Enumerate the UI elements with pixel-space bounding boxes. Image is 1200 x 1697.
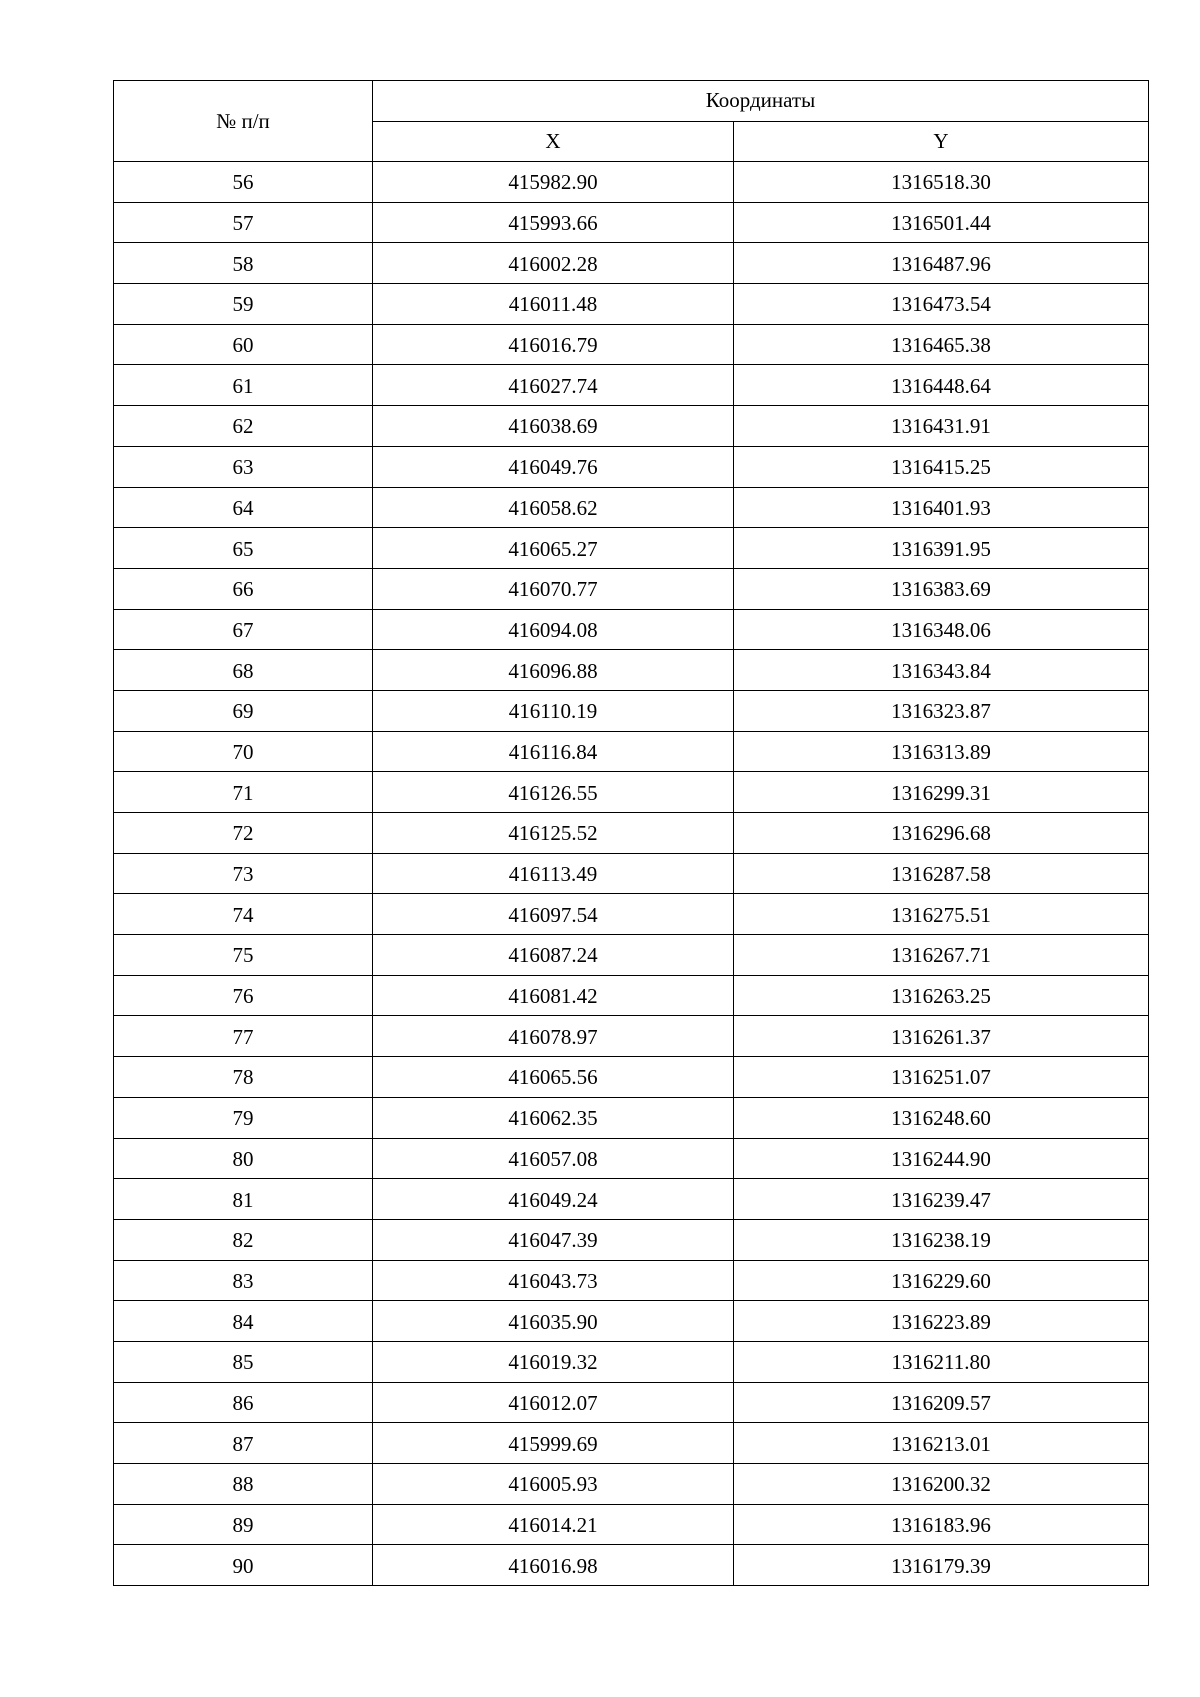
y-coordinate-cell: 1316239.47 — [734, 1179, 1149, 1220]
x-coordinate-cell: 416110.19 — [373, 690, 734, 731]
y-coordinate-cell: 1316518.30 — [734, 162, 1149, 203]
x-coordinate-cell: 416062.35 — [373, 1097, 734, 1138]
point-number-cell: 58 — [114, 243, 373, 284]
y-coordinate-cell: 1316383.69 — [734, 568, 1149, 609]
y-coordinate-cell: 1316267.71 — [734, 935, 1149, 976]
y-coordinate-cell: 1316248.60 — [734, 1097, 1149, 1138]
y-coordinate-cell: 1316211.80 — [734, 1341, 1149, 1382]
x-coordinate-cell: 416014.21 — [373, 1504, 734, 1545]
x-coordinate-cell: 415993.66 — [373, 202, 734, 243]
point-number-cell: 84 — [114, 1301, 373, 1342]
table-row — [114, 609, 1149, 650]
point-number-cell: 75 — [114, 935, 373, 976]
point-number-cell: 90 — [114, 1545, 373, 1586]
table-row — [114, 1260, 1149, 1301]
point-number-cell: 63 — [114, 446, 373, 487]
x-coordinate-cell: 416057.08 — [373, 1138, 734, 1179]
table-row — [114, 162, 1149, 203]
point-number-cell: 83 — [114, 1260, 373, 1301]
x-coordinate-cell: 416027.74 — [373, 365, 734, 406]
x-coordinate-cell: 416011.48 — [373, 284, 734, 325]
point-number-cell: 69 — [114, 690, 373, 731]
point-number-cell: 60 — [114, 324, 373, 365]
x-coordinate-cell: 416065.27 — [373, 528, 734, 569]
table-row — [114, 1219, 1149, 1260]
point-number-cell: 72 — [114, 813, 373, 854]
table-row — [114, 528, 1149, 569]
y-coordinate-cell: 1316323.87 — [734, 690, 1149, 731]
point-number-cell: 70 — [114, 731, 373, 772]
x-coordinate-cell: 416047.39 — [373, 1219, 734, 1260]
table-row — [114, 813, 1149, 854]
y-coordinate-cell: 1316415.25 — [734, 446, 1149, 487]
table-row — [114, 1382, 1149, 1423]
header-x: X — [373, 121, 734, 162]
table-row — [114, 365, 1149, 406]
table-row — [114, 894, 1149, 935]
point-number-cell: 71 — [114, 772, 373, 813]
x-coordinate-cell: 416081.42 — [373, 975, 734, 1016]
point-number-cell: 64 — [114, 487, 373, 528]
point-number-cell: 79 — [114, 1097, 373, 1138]
y-coordinate-cell: 1316209.57 — [734, 1382, 1149, 1423]
x-coordinate-cell: 416065.56 — [373, 1057, 734, 1098]
x-coordinate-cell: 416087.24 — [373, 935, 734, 976]
table-row — [114, 1301, 1149, 1342]
y-coordinate-cell: 1316223.89 — [734, 1301, 1149, 1342]
table-row — [114, 243, 1149, 284]
table-row — [114, 1057, 1149, 1098]
y-coordinate-cell: 1316287.58 — [734, 853, 1149, 894]
table-row — [114, 1179, 1149, 1220]
y-coordinate-cell: 1316244.90 — [734, 1138, 1149, 1179]
header-coordinates: Координаты — [373, 81, 1149, 122]
x-coordinate-cell: 416126.55 — [373, 772, 734, 813]
table-row — [114, 1423, 1149, 1464]
table-row — [114, 975, 1149, 1016]
y-coordinate-cell: 1316296.68 — [734, 813, 1149, 854]
y-coordinate-cell: 1316391.95 — [734, 528, 1149, 569]
y-coordinate-cell: 1316473.54 — [734, 284, 1149, 325]
table-row — [114, 1464, 1149, 1505]
y-coordinate-cell: 1316401.93 — [734, 487, 1149, 528]
table-row — [114, 853, 1149, 894]
table-row — [114, 1504, 1149, 1545]
point-number-cell: 74 — [114, 894, 373, 935]
table-row — [114, 935, 1149, 976]
x-coordinate-cell: 416016.79 — [373, 324, 734, 365]
table-row — [114, 1016, 1149, 1057]
y-coordinate-cell: 1316261.37 — [734, 1016, 1149, 1057]
x-coordinate-cell: 416005.93 — [373, 1464, 734, 1505]
y-coordinate-cell: 1316487.96 — [734, 243, 1149, 284]
x-coordinate-cell: 416035.90 — [373, 1301, 734, 1342]
y-coordinate-cell: 1316313.89 — [734, 731, 1149, 772]
y-coordinate-cell: 1316238.19 — [734, 1219, 1149, 1260]
table-row — [114, 650, 1149, 691]
point-number-cell: 56 — [114, 162, 373, 203]
point-number-cell: 78 — [114, 1057, 373, 1098]
table-row — [114, 690, 1149, 731]
table-body — [114, 162, 1149, 1586]
y-coordinate-cell: 1316465.38 — [734, 324, 1149, 365]
x-coordinate-cell: 416094.08 — [373, 609, 734, 650]
y-coordinate-cell: 1316251.07 — [734, 1057, 1149, 1098]
y-coordinate-cell: 1316448.64 — [734, 365, 1149, 406]
table-row — [114, 446, 1149, 487]
y-coordinate-cell: 1316263.25 — [734, 975, 1149, 1016]
table-header — [114, 81, 1149, 162]
x-coordinate-cell: 416019.32 — [373, 1341, 734, 1382]
y-coordinate-cell: 1316501.44 — [734, 202, 1149, 243]
y-coordinate-cell: 1316183.96 — [734, 1504, 1149, 1545]
table-row — [114, 1097, 1149, 1138]
y-coordinate-cell: 1316179.39 — [734, 1545, 1149, 1586]
point-number-cell: 87 — [114, 1423, 373, 1464]
point-number-cell: 65 — [114, 528, 373, 569]
x-coordinate-cell: 416097.54 — [373, 894, 734, 935]
y-coordinate-cell: 1316431.91 — [734, 406, 1149, 447]
table-row — [114, 284, 1149, 325]
table-row — [114, 1341, 1149, 1382]
header-number: № п/п — [114, 81, 373, 162]
x-coordinate-cell: 416078.97 — [373, 1016, 734, 1057]
y-coordinate-cell: 1316275.51 — [734, 894, 1149, 935]
x-coordinate-cell: 416038.69 — [373, 406, 734, 447]
y-coordinate-cell: 1316229.60 — [734, 1260, 1149, 1301]
x-coordinate-cell: 415999.69 — [373, 1423, 734, 1464]
table-row — [114, 202, 1149, 243]
header-y: Y — [734, 121, 1149, 162]
table-row — [114, 568, 1149, 609]
table-row — [114, 772, 1149, 813]
point-number-cell: 77 — [114, 1016, 373, 1057]
x-coordinate-cell: 415982.90 — [373, 162, 734, 203]
table-row — [114, 731, 1149, 772]
y-coordinate-cell: 1316299.31 — [734, 772, 1149, 813]
x-coordinate-cell: 416012.07 — [373, 1382, 734, 1423]
x-coordinate-cell: 416113.49 — [373, 853, 734, 894]
point-number-cell: 61 — [114, 365, 373, 406]
point-number-cell: 66 — [114, 568, 373, 609]
coordinates-table — [113, 80, 1149, 1586]
table-row — [114, 487, 1149, 528]
point-number-cell: 67 — [114, 609, 373, 650]
x-coordinate-cell: 416096.88 — [373, 650, 734, 691]
point-number-cell: 76 — [114, 975, 373, 1016]
table-row — [114, 406, 1149, 447]
y-coordinate-cell: 1316348.06 — [734, 609, 1149, 650]
point-number-cell: 81 — [114, 1179, 373, 1220]
x-coordinate-cell: 416070.77 — [373, 568, 734, 609]
point-number-cell: 86 — [114, 1382, 373, 1423]
point-number-cell: 88 — [114, 1464, 373, 1505]
point-number-cell: 82 — [114, 1219, 373, 1260]
point-number-cell: 62 — [114, 406, 373, 447]
point-number-cell: 89 — [114, 1504, 373, 1545]
x-coordinate-cell: 416125.52 — [373, 813, 734, 854]
table-row — [114, 324, 1149, 365]
x-coordinate-cell: 416116.84 — [373, 731, 734, 772]
point-number-cell: 85 — [114, 1341, 373, 1382]
point-number-cell: 73 — [114, 853, 373, 894]
point-number-cell: 80 — [114, 1138, 373, 1179]
table-row — [114, 1138, 1149, 1179]
x-coordinate-cell: 416049.76 — [373, 446, 734, 487]
point-number-cell: 59 — [114, 284, 373, 325]
point-number-cell: 68 — [114, 650, 373, 691]
point-number-cell: 57 — [114, 202, 373, 243]
y-coordinate-cell: 1316200.32 — [734, 1464, 1149, 1505]
x-coordinate-cell: 416049.24 — [373, 1179, 734, 1220]
x-coordinate-cell: 416043.73 — [373, 1260, 734, 1301]
y-coordinate-cell: 1316343.84 — [734, 650, 1149, 691]
header-row-top — [114, 81, 1149, 122]
x-coordinate-cell: 416016.98 — [373, 1545, 734, 1586]
table-row — [114, 1545, 1149, 1586]
y-coordinate-cell: 1316213.01 — [734, 1423, 1149, 1464]
x-coordinate-cell: 416058.62 — [373, 487, 734, 528]
x-coordinate-cell: 416002.28 — [373, 243, 734, 284]
